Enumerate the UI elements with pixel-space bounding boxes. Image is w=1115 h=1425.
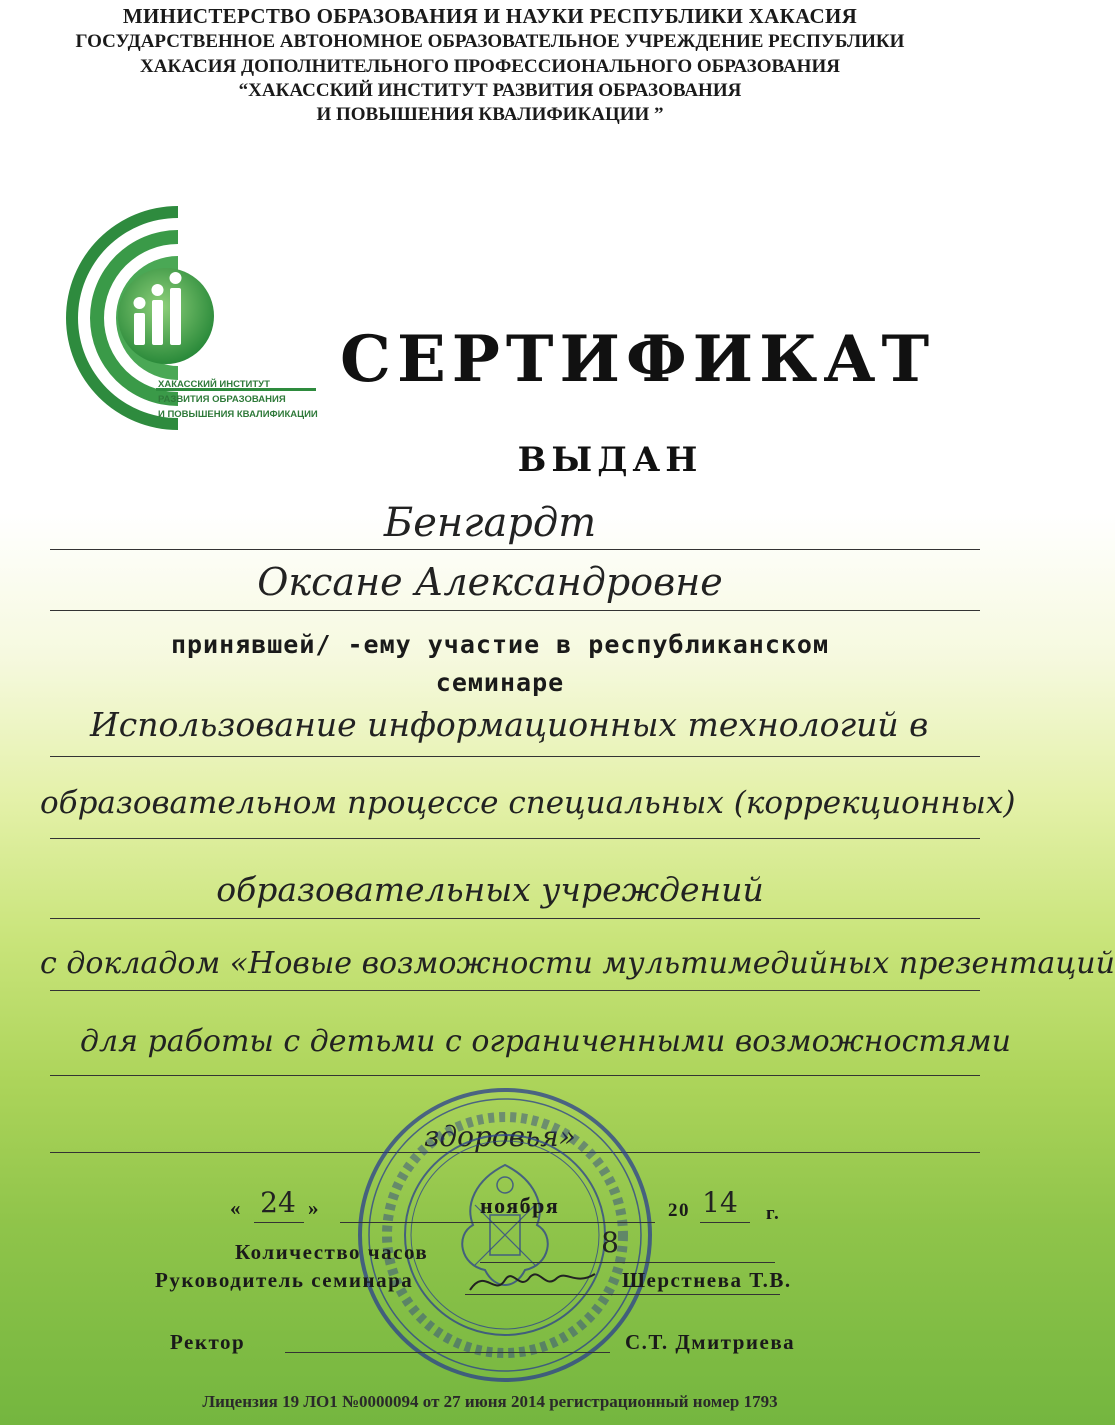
surname-underline xyxy=(50,549,980,550)
seminar-underline2 xyxy=(50,838,980,839)
seminar-head-label: Руководитель семинара xyxy=(155,1268,414,1292)
seminar-title-line2: образовательном процессе специальных (коррекционных) xyxy=(40,785,1016,821)
date-day: 24 xyxy=(260,1186,296,1219)
rector-name: С.Т. Дмитриева xyxy=(625,1330,796,1354)
date-year-unit: г. xyxy=(766,1203,781,1224)
rector-signature-line xyxy=(285,1352,610,1353)
participation-text-cont: семинаре xyxy=(435,668,565,697)
header-institution-line4: И ПОВЫШЕНИЯ КВАЛИФИКАЦИИ ” xyxy=(316,104,664,125)
date-day-underline xyxy=(254,1222,304,1223)
seminar-title-line1: Использование информационных технологий в xyxy=(90,705,929,744)
header-institution-line2: ХАКАСИЯ ДОПОЛНИТЕЛЬНОГО ПРОФЕССИОНАЛЬНОГО ОБРАЗОВАНИЯ xyxy=(140,56,840,77)
recipient-name: Оксане Александровне xyxy=(257,560,723,604)
recipient-surname: Бенгардт xyxy=(383,500,597,546)
license-footer: Лицензия 19 ЛО1 №0000094 от 27 июня 2014 регистрационный номер 1793 xyxy=(202,1392,778,1411)
report-title-line3: здоровья» xyxy=(424,1120,576,1153)
header-institution-line1: ГОСУДАРСТВЕННОЕ АВТОНОМНОЕ ОБРАЗОВАТЕЛЬНОЕ УЧРЕЖДЕНИЕ РЕСПУБЛИКИ xyxy=(75,31,905,52)
name-underline xyxy=(50,610,980,611)
report-title-line1: с докладом «Новые возможности мультимедийных презентаций xyxy=(40,946,1115,981)
date-year-suffix: 14 xyxy=(702,1186,738,1219)
date-year-underline xyxy=(700,1222,750,1223)
seminar-title-line3: образовательных учреждений xyxy=(216,870,764,909)
date-month-underline xyxy=(340,1222,655,1223)
logo-caption-line2: РАЗВИТИЯ ОБРАЗОВАНИЯ xyxy=(158,394,286,405)
logo-caption xyxy=(158,377,318,422)
date-year-prefix: 20 xyxy=(668,1200,690,1221)
seminar-underline1 xyxy=(50,756,980,757)
seminar-head-underline xyxy=(465,1294,780,1295)
report-underline1 xyxy=(50,990,980,991)
participation-text: принявшей/ -ему участие в республиканском xyxy=(170,630,830,659)
date-open-quote: « xyxy=(230,1196,242,1220)
signature-icon xyxy=(465,1262,600,1302)
rector-label: Ректор xyxy=(170,1330,246,1354)
header-ministry: МИНИСТЕРСТВО ОБРАЗОВАНИЯ И НАУКИ РЕСПУБЛИКИ ХАКАСИЯ xyxy=(122,4,858,28)
hours-value: 8 xyxy=(601,1226,619,1259)
logo-caption-line1: ХАКАССКИЙ ИНСТИТУТ xyxy=(158,379,270,390)
seminar-underline3 xyxy=(50,918,980,919)
date-close-quote: » xyxy=(308,1196,320,1220)
report-underline2 xyxy=(50,1075,980,1076)
date-month: ноября xyxy=(480,1193,560,1218)
seminar-head-name: Шерстнева Т.В. xyxy=(622,1268,792,1292)
issued-label: ВЫДАН xyxy=(517,440,703,480)
header-institution-line3: “ХАКАССКИЙ ИНСТИТУТ РАЗВИТИЯ ОБРАЗОВАНИЯ xyxy=(238,80,742,101)
hours-label: Количество часов xyxy=(235,1240,429,1264)
logo-caption-line3: И ПОВЫШЕНИЯ КВАЛИФИКАЦИИ xyxy=(158,409,318,420)
certificate-title: СЕРТИФИКАТ xyxy=(340,322,936,397)
report-title-line2: для работы с детьми с ограниченными возможностями xyxy=(80,1024,1011,1059)
